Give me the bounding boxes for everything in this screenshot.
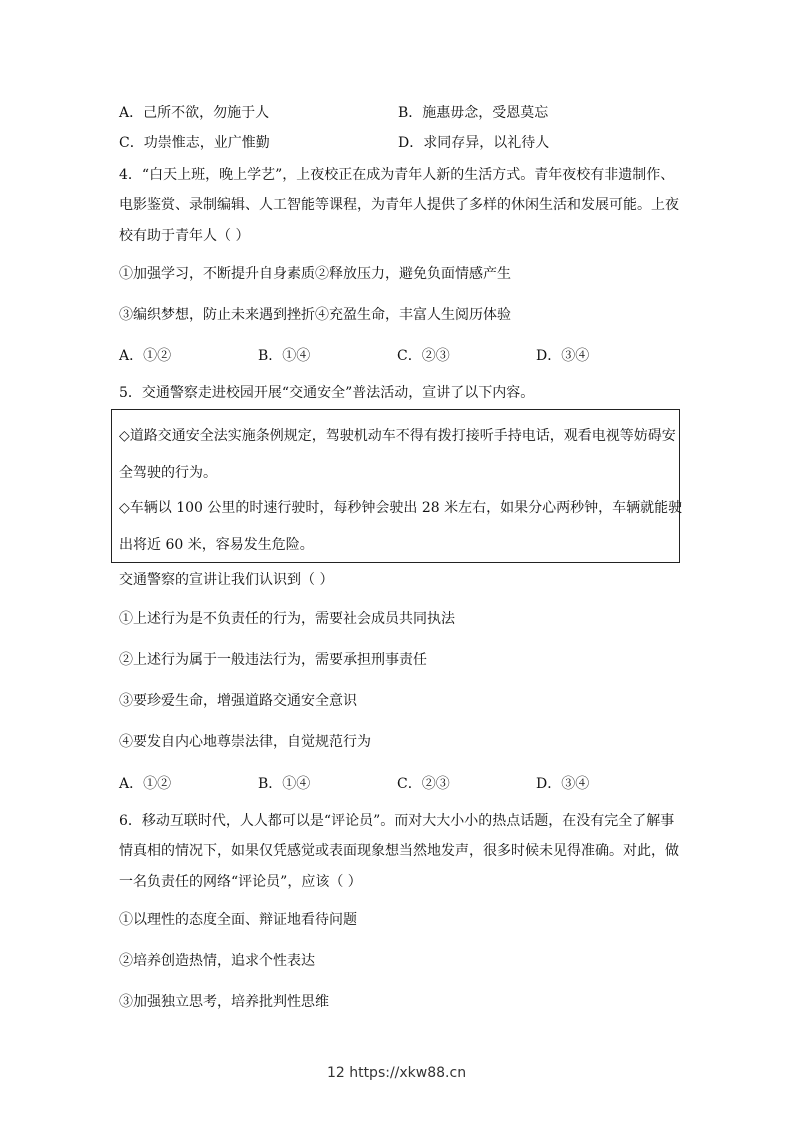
- q5-item-1: ①上述行为是不负责任的行为，需要社会成员共同执法: [119, 611, 455, 627]
- q5-item-2: ②上述行为属于一般违法行为，需要承担刑事责任: [119, 652, 427, 668]
- q4-item-line-2: ③编织梦想，防止未来遇到挫折④充盈生命，丰富人生阅历体验: [119, 307, 511, 323]
- q3-option-a: A．己所不欲，勿施于人: [119, 105, 270, 121]
- q6-item-3: ③加强独立思考，培养批判性思维: [119, 994, 329, 1010]
- q5-option-c: C．②③: [397, 776, 450, 792]
- q4-option-c: C．②③: [397, 348, 450, 364]
- q5-box-line-2b: 出将近 60 米，容易发生危险。: [119, 537, 314, 553]
- q3-option-b: B．施惠毋念，受恩莫忘: [398, 105, 549, 121]
- q4-stem-line-2: 电影鉴赏、录制编辑、人工智能等课程，为青年人提供了多样的休闲生活和发展可能。上夜: [119, 197, 679, 213]
- q4-option-a: A．①②: [119, 348, 172, 364]
- q6-item-1: ①以理性的态度全面、辩证地看待问题: [119, 912, 357, 928]
- q3-option-d: D．求同存异，以礼待人: [398, 135, 550, 151]
- page-footer: 12 https://xkw88.cn: [326, 1065, 467, 1081]
- q6-item-2: ②培养创造热情，追求个性表达: [119, 953, 315, 969]
- q4-option-b: B．①④: [258, 348, 311, 364]
- q3-option-row-1: [119, 104, 269, 122]
- q5-option-a: A．①②: [119, 776, 172, 792]
- q4-stem-line-1: 4．“白天上班，晚上学艺”，上夜校正在成为青年人新的生活方式。青年夜校有非遗制作、: [119, 167, 675, 183]
- q5-box-line-2a: ◇车辆以 100 公里的时速行驶时，每秒钟会驶出 28 米左右，如果分心两秒钟，车辆就能驶: [119, 500, 683, 516]
- q3-option-c: C．功崇惟志，业广惟勤: [119, 135, 270, 151]
- q6-stem-line-3: 一名负责任的网络“评论员”，应该（ ）: [119, 874, 362, 890]
- q4-stem-line-3: 校有助于青年人（ ）: [119, 228, 250, 244]
- q5-question: 交通警察的宣讲让我们认识到（ ）: [119, 572, 334, 588]
- q5-item-4: ④要发自内心地尊崇法律，自觉规范行为: [119, 734, 371, 750]
- q5-box-line-1a: ◇道路交通安全法实施条例规定，驾驶机动车不得有拨打接听手持电话，观看电视等妨碍安: [119, 428, 676, 444]
- q6-stem-line-2: 情真相的情况下，如果仅凭感觉或表面现象想当然地发声，很多时候未见得准确。对此，做: [119, 843, 679, 859]
- q5-item-3: ③要珍爱生命，增强道路交通安全意识: [119, 693, 357, 709]
- q6-stem-line-1: 6．移动互联时代，人人都可以是“评论员”。而对大大小小的热点话题，在没有完全了解事: [119, 813, 675, 829]
- q5-stem: 5．交通警察走进校园开展“交通安全”普法活动，宣讲了以下内容。: [119, 385, 535, 401]
- q5-box-line-1b: 全驾驶的行为。: [119, 465, 217, 481]
- q4-item-line-1: ①加强学习，不断提升自身素质②释放压力，避免负面情感产生: [119, 266, 511, 282]
- q5-option-d: D．③④: [536, 776, 590, 792]
- q5-option-b: B．①④: [258, 776, 311, 792]
- q4-option-d: D．③④: [536, 348, 590, 364]
